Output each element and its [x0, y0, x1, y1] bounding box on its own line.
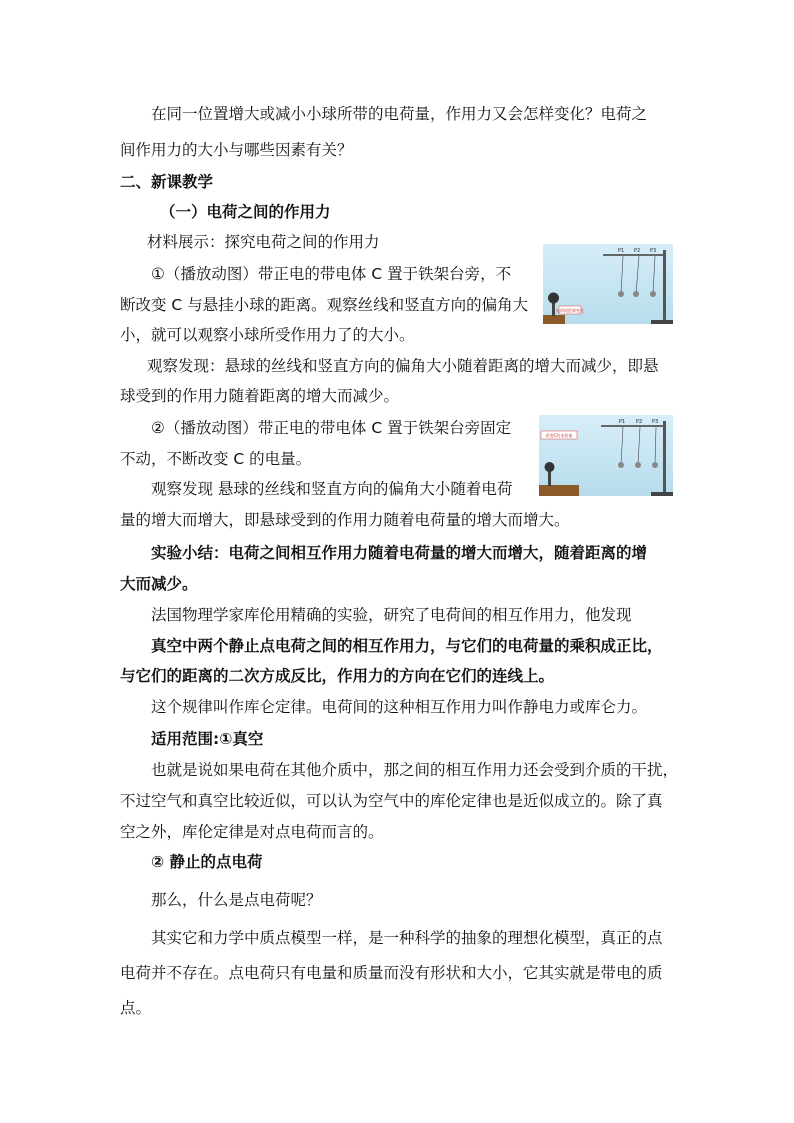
experiment-figure-distance: [543, 244, 673, 324]
text-line: 断改变 C 与悬挂小球的距离。观察丝线和竖直方向的偏角大: [120, 296, 529, 314]
section-heading: 二、新课教学: [120, 173, 214, 191]
text-line: 那么，什么是点电荷呢？: [151, 891, 322, 909]
figure-label-p2: P2: [634, 248, 641, 254]
text-line: 不动，不断改变 C 的电量。: [120, 450, 312, 468]
text-line: 量的增大而增大，即悬球受到的作用力随着电荷量的增大而增大。: [120, 511, 570, 529]
text-line: 这个规律叫作库仑定律。电荷间的这种相互作用力叫作静电力或库仑力。: [151, 698, 648, 716]
figure-sign-label: 电荷间距离变化: [556, 308, 584, 313]
text-line: 间作用力的大小与哪些因素有关？: [120, 141, 353, 159]
text-line: ①（播放动图）带正电的带电体 C 置于铁架台旁，不: [151, 265, 512, 283]
summary-text: 实验小结：电荷之间相互作用力随着电荷量的增大而增大，随着距离的增: [151, 544, 648, 562]
text-line: 观察发现：悬球的丝线和竖直方向的偏角大小随着距离的增大而减少，即悬: [147, 357, 659, 375]
text-line: 电荷并不存在。点电荷只有电量和质量而没有形状和大小，它其实就是带电的质: [120, 964, 663, 982]
subsection-heading: （一）电荷之间的作用力: [160, 203, 331, 221]
text-line: 在同一位置增大或减小小球所带的电荷量，作用力又会怎样变化？电荷之: [151, 105, 648, 123]
text-line: 不过空气和真空比较近似，可以认为空气中的库伦定律也是近似成立的。除了真: [120, 792, 663, 810]
law-statement: 与它们的距离的二次方成反比，作用力的方向在它们的连线上。: [120, 667, 555, 685]
text-line: 也就是说如果电荷在其他介质中，那之间的相互作用力还会受到介质的干扰，: [151, 761, 679, 779]
text-line: 小，就可以观察小球所受作用力了的大小。: [120, 326, 415, 344]
figure-label-p3: P3: [652, 419, 659, 425]
text-line: 观察发现 悬球的丝线和竖直方向的偏角大小随着电荷: [151, 480, 513, 498]
figure-label-p2: P2: [636, 419, 643, 425]
figure-sign-label: 改变C的电荷量: [545, 433, 573, 438]
law-statement: 真空中两个静止点电荷之间的相互作用力，与它们的电荷量的乘积成正比，: [151, 637, 663, 655]
text-line: 材料展示：探究电荷之间的作用力: [147, 233, 380, 251]
text-line: 其实它和力学中质点模型一样，是一种科学的抽象的理想化模型，真正的点: [151, 929, 663, 947]
summary-text: 大而减少。: [120, 575, 198, 593]
text-line: 球受到的作用力随着距离的增大而减少。: [120, 387, 400, 405]
text-line: 空之外，库伦定律是对点电荷而言的。: [120, 823, 384, 841]
scope-heading: ② 静止的点电荷: [151, 853, 263, 871]
figure-label-p1: P1: [619, 419, 626, 425]
text-line: 法国物理学家库伦用精确的实验，研究了电荷间的相互作用力，他发现: [151, 606, 632, 624]
figure-label-p3: P3: [650, 248, 657, 254]
scope-heading: 适用范围:①真空: [151, 730, 264, 748]
experiment-figure-charge: [539, 415, 673, 496]
figure-label-p1: P1: [618, 248, 625, 254]
text-line: 点。: [120, 999, 152, 1017]
text-line: ②（播放动图）带正电的带电体 C 置于铁架台旁固定: [151, 419, 512, 437]
